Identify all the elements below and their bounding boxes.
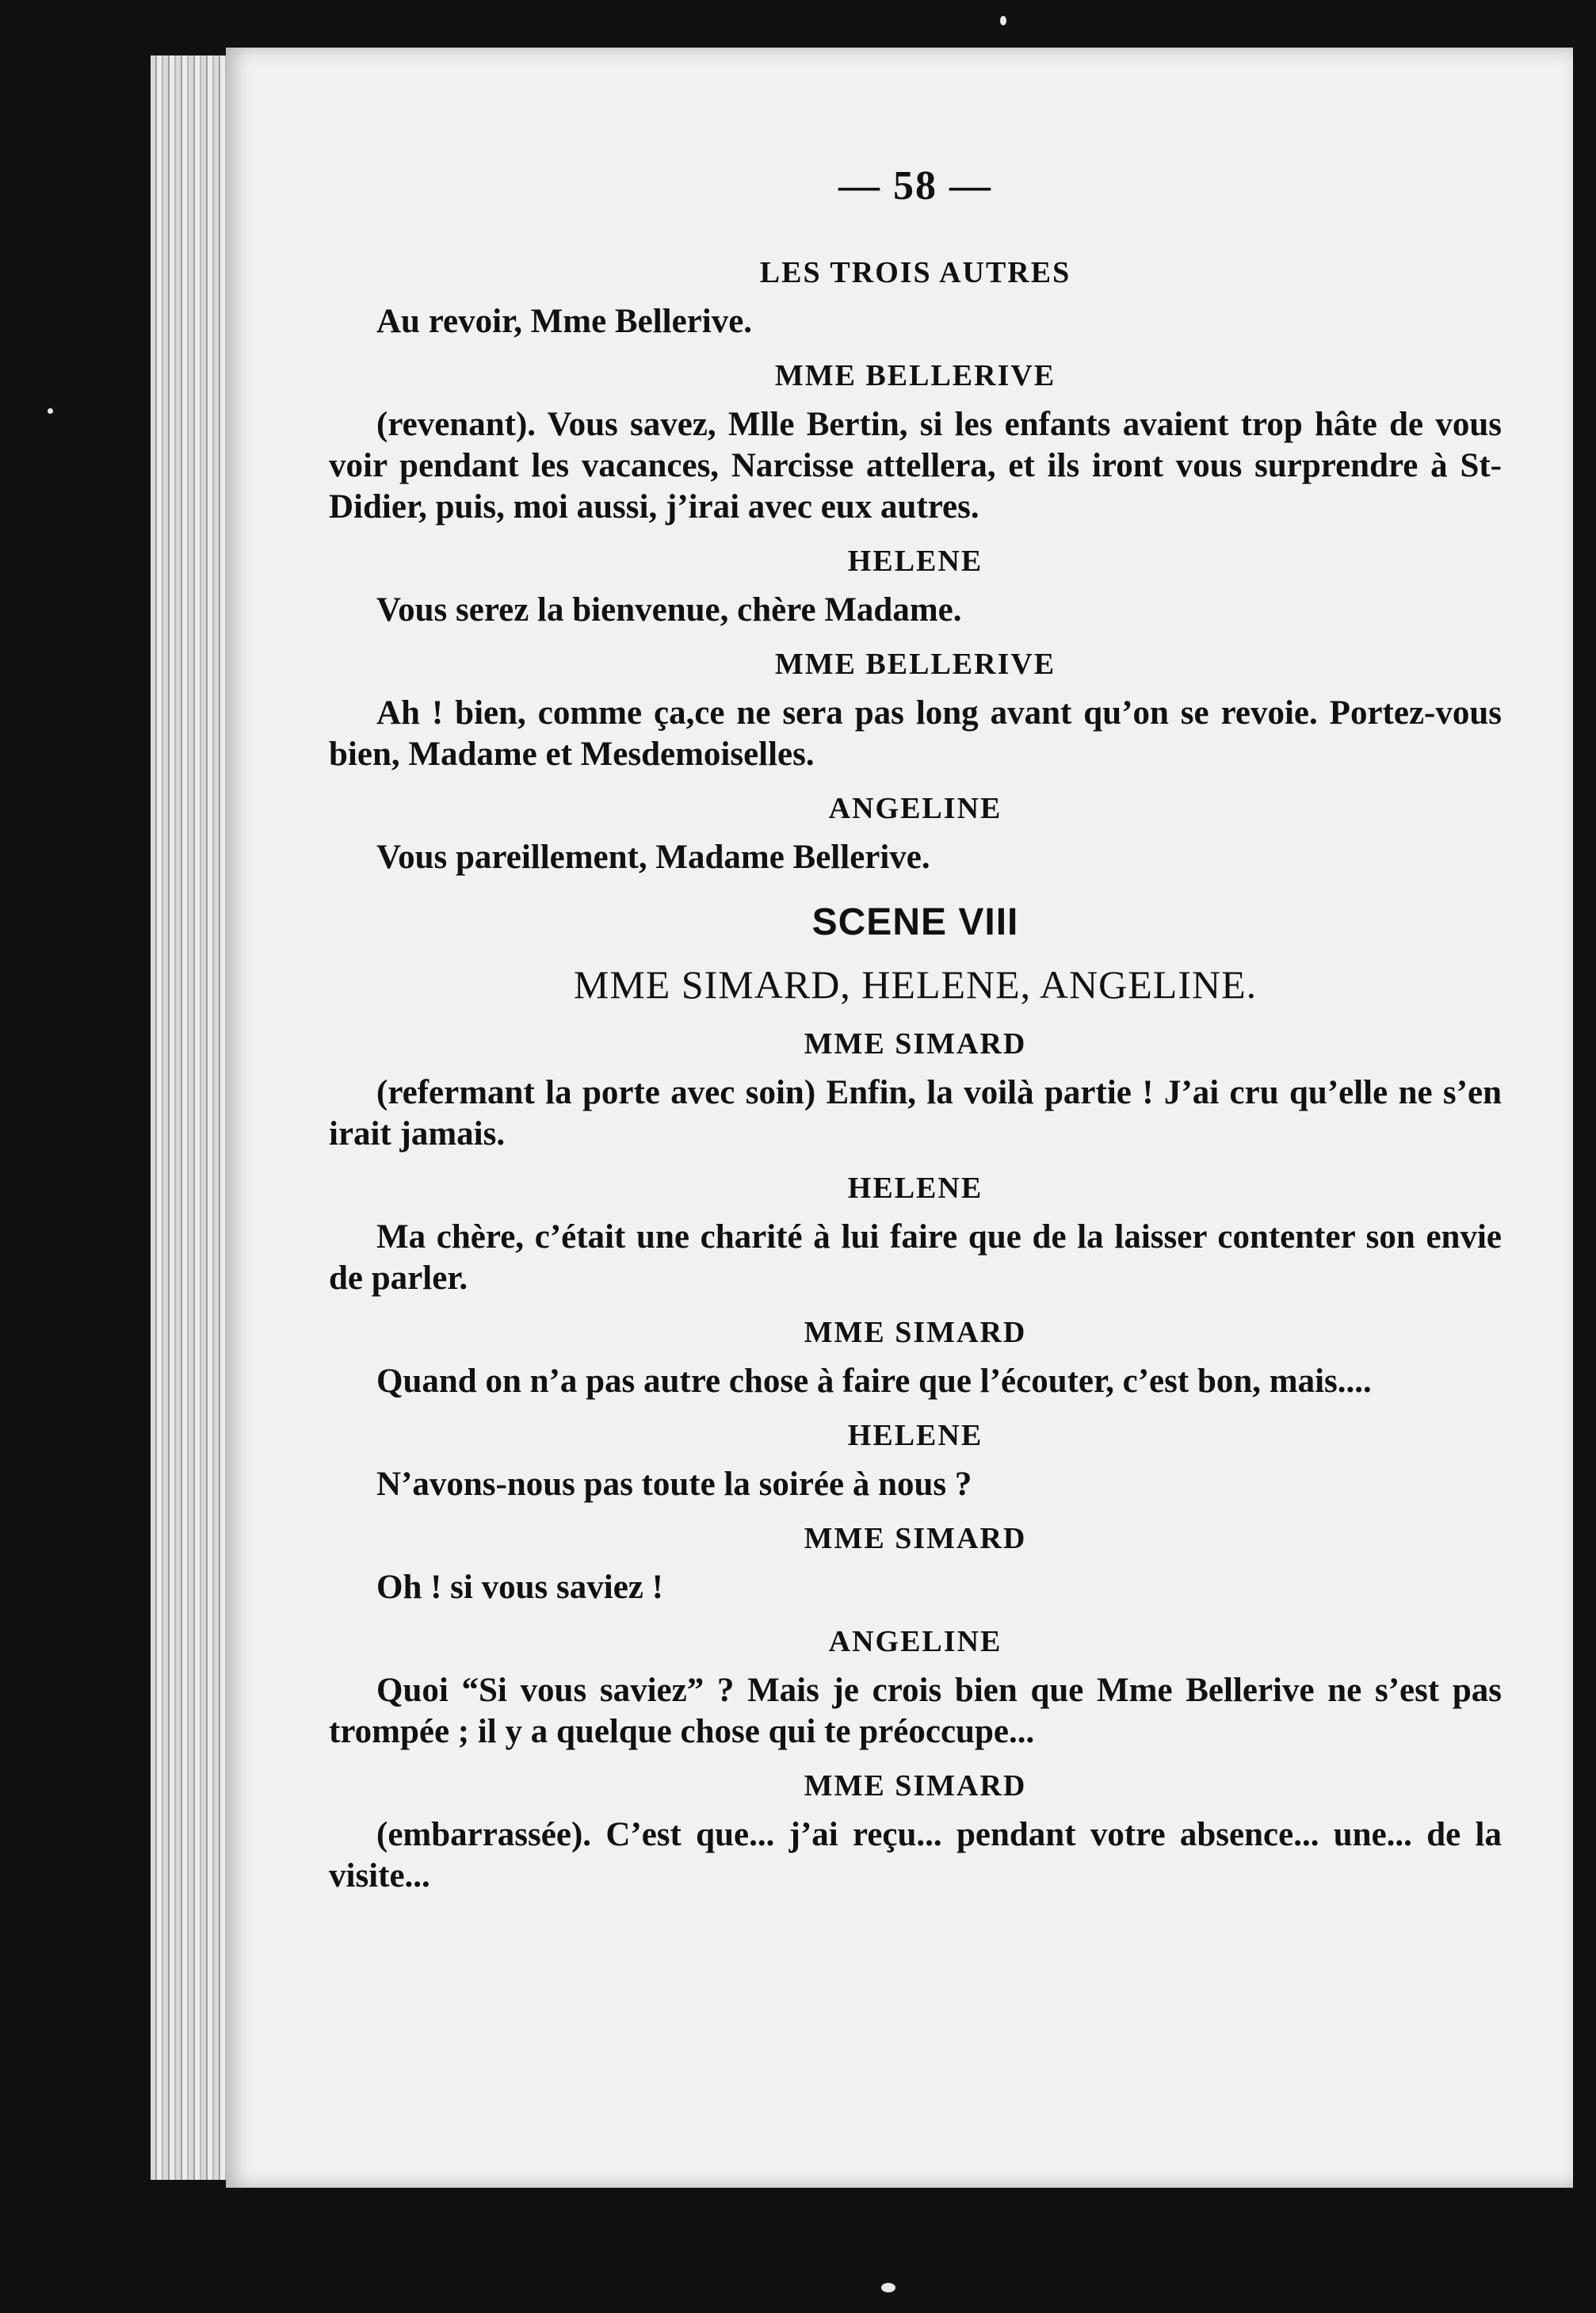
speaker-name: MME BELLERIVE — [774, 648, 1056, 681]
dialogue-text: (revenant). Vous savez, Mlle Bertin, si les enfants avaient trop hâte de vous voir pendant les vacances, Narcisse attellera, et ils iront vous surprendre à St-Didier, puis, moi aussi, j’irai avec eux autres. — [329, 406, 1502, 526]
scene-title: SCENE VIII — [811, 901, 1019, 943]
speaker-name: ANGELINE — [828, 1625, 1002, 1658]
dialogue-text: (embarrassée). C’est que... j’ai reçu... pendant votre absence... une... de la visite... — [329, 1816, 1502, 1894]
dialogue-block — [329, 1315, 1502, 1402]
dialogue-text: Vous pareillement, Madame Bellerive. — [376, 839, 930, 876]
dust-speck — [881, 2283, 895, 2292]
speaker-name: HELENE — [847, 1172, 983, 1205]
dialogue-text: N’avons-nous pas toute la soirée à nous ? — [376, 1466, 972, 1503]
dialogue-text: Oh ! si vous saviez ! — [376, 1569, 663, 1606]
dialogue-block — [329, 647, 1502, 775]
page-content — [329, 162, 1502, 1897]
book-page — [226, 48, 1573, 2188]
scene-cast: MME SIMARD, HELENE, ANGELINE. — [573, 962, 1258, 1007]
speaker-name: MME SIMARD — [804, 1522, 1027, 1555]
speaker-name: LES TROIS AUTRES — [759, 256, 1071, 289]
dialogue-block — [329, 1768, 1502, 1897]
dialogue-text: Ma chère, c’était une charité à lui faire que de la laisser contenter son envie de parler. — [329, 1218, 1502, 1297]
dialogue-block — [329, 1418, 1502, 1505]
page-edges — [151, 55, 238, 2180]
dialogue-text: Au revoir, Mme Bellerive. — [376, 303, 753, 340]
speaker-name: HELENE — [847, 1419, 983, 1452]
dialogue-text: Quoi “Si vous saviez” ? Mais je crois bien que Mme Bellerive ne s’est pas trompée ; il y a quelque chose qui te préoccupe... — [329, 1672, 1502, 1750]
dust-speck — [48, 408, 53, 414]
speaker-name: HELENE — [847, 545, 983, 578]
dialogue-text: Quand on n’a pas autre chose à faire que l’écouter, c’est bon, mais.... — [376, 1363, 1372, 1400]
dialogue-block — [329, 791, 1502, 878]
speaker-name: ANGELINE — [828, 792, 1002, 825]
dialogue-block — [329, 1027, 1502, 1155]
dialogue-block — [329, 1171, 1502, 1299]
dialogue-block — [329, 1624, 1502, 1753]
speaker-name: MME BELLERIVE — [774, 359, 1056, 392]
dialogue-text: Vous serez la bienvenue, chère Madame. — [376, 591, 962, 629]
speaker-name: MME SIMARD — [804, 1027, 1027, 1061]
speaker-name: MME SIMARD — [804, 1316, 1027, 1349]
dialogue-block — [329, 1521, 1502, 1608]
page-number: — 58 — — [838, 163, 992, 208]
dialogue-block — [329, 358, 1502, 528]
dialogue-block — [329, 255, 1502, 342]
dialogue-block — [329, 544, 1502, 631]
dialogue-text: (refermant la porte avec soin) Enfin, la voilà partie ! J’ai cru qu’elle ne s’en irait jamais. — [329, 1074, 1502, 1153]
dust-speck — [1000, 16, 1006, 25]
speaker-name: MME SIMARD — [804, 1769, 1027, 1803]
dialogue-text: Ah ! bien, comme ça,ce ne sera pas long avant qu’on se revoie. Portez-vous bien, Madame et Mesdemoiselles. — [329, 694, 1502, 773]
